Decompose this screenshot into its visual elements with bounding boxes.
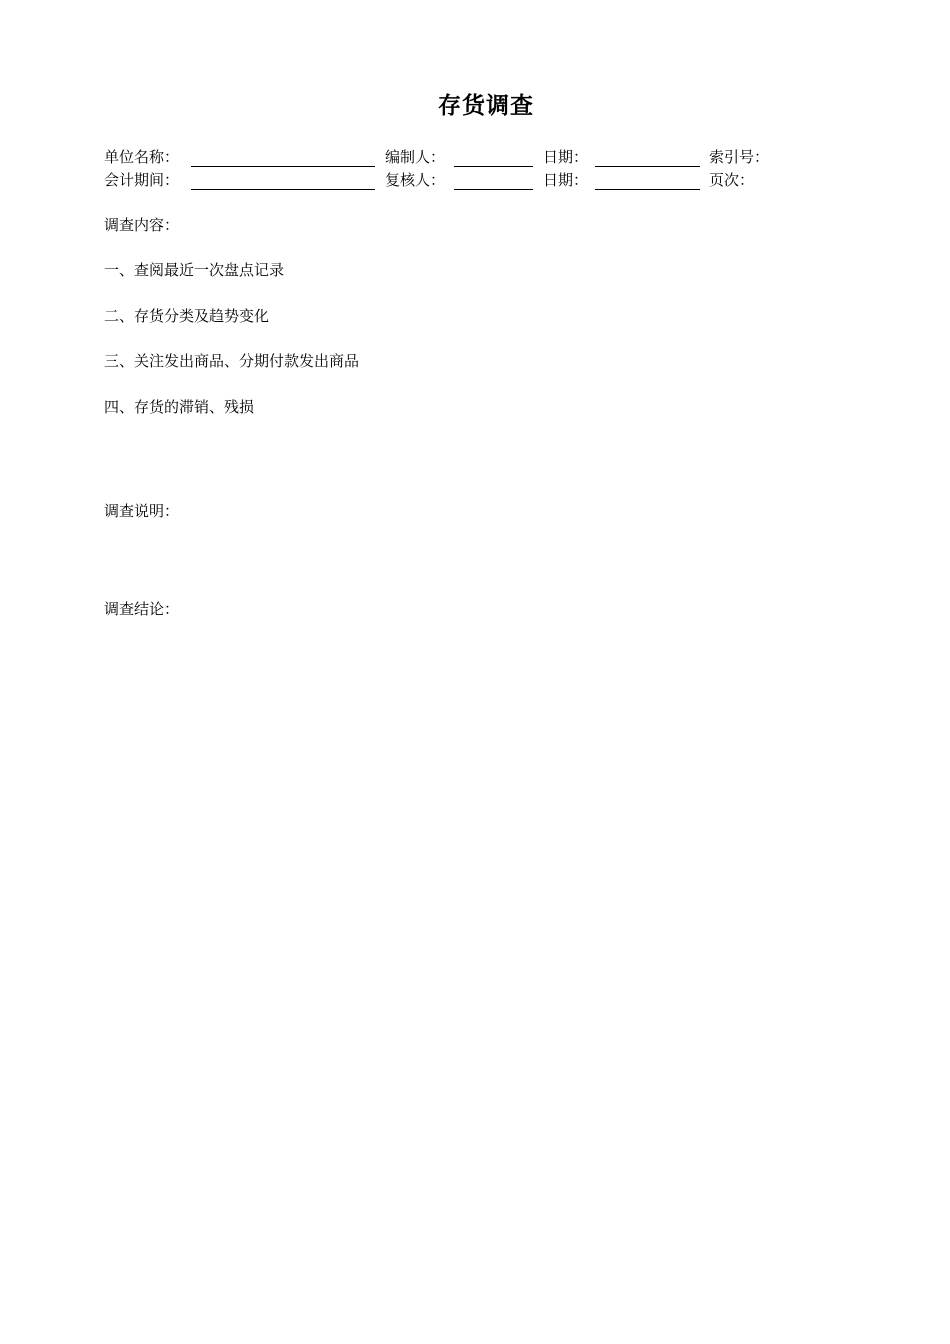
reviewed-date-label: 日期： bbox=[543, 171, 589, 189]
unit-name-label: 单位名称： bbox=[104, 148, 180, 166]
preparer-label: 编制人： bbox=[385, 148, 446, 166]
conclusion-label: 调查结论： bbox=[104, 600, 180, 618]
accounting-period-field[interactable] bbox=[191, 189, 375, 190]
header-row-2 bbox=[0, 169, 950, 191]
preparer-field[interactable] bbox=[454, 166, 533, 167]
content-item: 一、查阅最近一次盘点记录 bbox=[104, 261, 285, 279]
reviewer-label: 复核人： bbox=[385, 171, 446, 189]
explanation-label: 调查说明： bbox=[104, 502, 180, 520]
reviewer-field[interactable] bbox=[454, 189, 533, 190]
prepared-date-label: 日期： bbox=[543, 148, 589, 166]
content-item: 四、存货的滞销、残损 bbox=[104, 398, 255, 416]
content-item: 三、关注发出商品、分期付款发出商品 bbox=[104, 352, 360, 370]
accounting-period-label: 会计期间： bbox=[104, 171, 180, 189]
page-title: 存货调查 bbox=[438, 93, 534, 119]
content-item: 二、存货分类及趋势变化 bbox=[104, 307, 270, 325]
unit-name-field[interactable] bbox=[191, 166, 375, 167]
index-number-label: 索引号： bbox=[709, 148, 770, 166]
reviewed-date-field[interactable] bbox=[595, 189, 700, 190]
page-number-label: 页次： bbox=[709, 171, 755, 189]
header-row-1 bbox=[0, 146, 950, 168]
content-heading: 调查内容： bbox=[104, 216, 180, 234]
prepared-date-field[interactable] bbox=[595, 166, 700, 167]
